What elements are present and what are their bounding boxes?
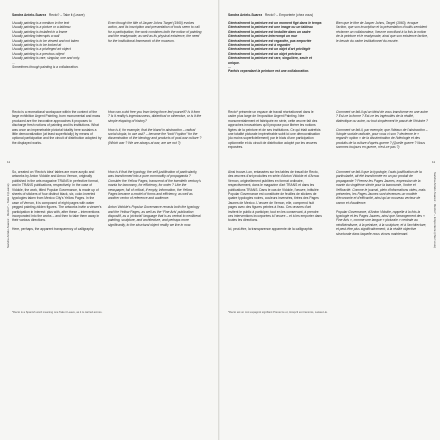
running-head-author: Sandra Antelo-Suarez: [12, 13, 47, 17]
body-paragraph: So, created on ‘Recto’s idea’ tables are more acrylic and artworks by Anton Vidokle and Arnoo Vernon, originally published in the arts magazine TRANS in perfective format, and in TRANS publications, respectively. In the case of Vidokle, the work, titled Popular Governance, is made up of sheets of stickers of four distinct black, six, color-inverted typologies taken from Mexico City's Yellow Pages. In the case of Vernon, it is composed of eight pages with water pegged painting-ridden figures. The artworks invite a viewer's participation in interest: plus with, after these – interventions incorporated into the works – and then to take them away in their various directions. Here, perhaps, the apparent transparency of calligraphy.: [12, 170, 102, 232]
body-paragraph: Ainsi trouve-t-on, entassées sur les tables de travail de Recto, des œuvres d'art produites en série d'Anton Vidokle et d'Arnoo Vernon, originellement publiées en format ordinaire, respectivement, dans le magazine d'art TRANS et dans les publications TRANS. Dans le cas de Vidokle, l'œuvre, intitulée Popular Governance est constituée de feuilles de stickers de quatre typologies noires, couleurs inversées, tirées des Pages Jaunes de Mexico. L'œuvre de Vernon, elle, comprend huit pages avec des figures peintes à l'eau. Ces œuvres d'art invitent le public à participer, tout en les conservant, à prendre ces interventions incorporées à l'œuvre – et à les emporter dans toutes les directions. Ici, peut-être, la transparence apparente de la calligraphie.: [228, 170, 322, 232]
intro-paragraph: Even though the title of Jasper Johns Target (1960) evokes action, and its inscription and presentation of tools seem to call for a participation, the work combines both the notion of painting and the readymade, as well as its physical existence, the need for the institutional framework of the museum.: [108, 21, 203, 43]
footnote: *Recto est un mot espagnol signifiant Prenez-le et, lorsqu'il est transmis, Laissez-le.: [228, 311, 328, 314]
right-page: [220, 0, 440, 440]
body-paragraph-italic: Comment se fait-il que la typologie, l'auto-justification de la particularité, ait été transformée en un pur produit de propagande ? Prenez les Pages Jaunes, expression de la manie du vingtième siècle pour la taxonomie, l'ordre et l'efficacité. Comme le journal, plein d'informations vides, mais présentes, les Pages Jaunes sont devenues un modèle d'économie et d'efficacité, ainsi qu'un nouveau vecteur de canon et d'audience. Popular Governance, d'Anton Vidokle, rappelle à la fois la typologie et les Pages Jaunes, ainsi que l'arrangement des « Fine Arts », comme une langue « picturale » centrale au néolibéralisme, à la peinture, à la sculpture, et à l'architecture, et peut-être plus significativement, à la réalité objective structurale dans laquelle nous vivons maintenant.: [336, 170, 427, 236]
running-head-title: Recto? – Take it (Leave): [48, 13, 85, 17]
body-paragraph-italic: How is it that the typology, the self-justification of particularity, was transformed into a pure commodity of propaganda ? Consider the Yellow Pages, transcend of the twentieth century's mania for taxonomy, for efficiency, for order ? Like the newspaper, full of critical, if empty, information, the Yellow Pages became a model of forms and efficiency, as well as another vector of reference and audience. Anton Vidokle's Popular Governance recasts both the typology and the Yellow Pages, as well as the ‘Fine Arts’ publication dispositif, as a ‘pictorial’ language that is as central to neoliberal painting, sculpture, and architecture, and perhaps more significantly, to the structural object reality we live in now.: [108, 170, 201, 227]
body-paragraph-italic: Comment se fait-il qu'un idéal de vous transforme en une autre ? Est-ce la forme ? Est-ce les ingénuités de la réalité, dialectique ou autre, ou tout simplement le passé de l'histoire ? Comment se fait-il, par exemple, que l'idéaux de l'abstraction – l'utopie sociale radicale, pour vous ci son ? devienne le « regard/« option » de la dissémination de l'idéologie et des produits de la culture d'aprés-guerre ? (Quelle guerre ? Nous sommes toujours en guerre, n'est-ce pas ?): [336, 110, 428, 150]
running-head: [228, 13, 428, 17]
side-running-head: Sandra Antelo-Suarez · Recto? – Emporterie (chez vous): [433, 172, 437, 248]
body-paragraph-italic: How can a dot free you from being force-fed yourself? Is it form ? Is it reality's ingeniousness, dialectical or otherwise, or is it the simple elapsing of history? How is it, for example, that the bland in abstraction – radical social utopia, to use ask? – became the “look”/“option” for the dissemination of the ideology and products of post-war culture ? (Which war ? We are always at war, are we not ?): [108, 110, 202, 145]
running-head-author: Sandra Antelo-Suarez: [228, 13, 263, 17]
page-number: 11: [432, 160, 436, 164]
body-paragraph: Recto* présente un espace de travail récréationnel dans le cadre plus large de l'exposition Argent Painting. Née monumentalement et fabriquée en série, cette œuvre fait des approches innovatrices qu'il propose pour libérer les notions figées de la peinture et de ses institutions. Ce qui était autrefois une totalité picturale impénétrable subit ici une démocratisation (du moins superficiellement) par le biais d'une participation optionnelle et du circuit de distribution adopté par les œuvres exposées.: [228, 110, 322, 150]
side-running-head: Sandra Antelo-Suarez · Recto? – Take it (Leave): [6, 183, 10, 248]
body-paragraph: Recto is a recreational workspace within the context of the large exhibition Argent Painting, born monumental and mass produced are the innovative approaches it proposes to discharge fresh notions of painting and its institutions. What was once an impenetrable pictorial totality here sustains a little democratization (at least superficially) by means of optional participation and the circuit of distribution adopted by the displayed works.: [12, 110, 103, 145]
intro-list: Généralement la peinture est un moment figé dans le temps Généralement la peinture est une image ou un tableau Généralement la peinture est installée dans un cadre Généralement la peinture interrompt un mur Généralement la peinture est regardée, pas emportée Généralement la peinture est à regarder Généralement la peinture est un objet d'art privilégié Généralement la peinture est un objet précieux Généralement la peinture est rare, singulière, seule et unique. ... Parfois cependant la peinture est une collaboration.: [228, 21, 322, 74]
footnote: *Recto is a Spanish word meaning one Take it Leave, as it is carried across.: [12, 311, 103, 314]
running-head-title: Recto? – Emporterie (chez vous): [264, 13, 314, 17]
intro-list: Usually painting is a medium in the text Usually painting is a picture or a tableau Usually painting is installed in a frame Usually painting interrupts a wall Usually painting is to be viewed and not taken Usually painting is to be looked at Usually painting is a privileged art object Usually painting is a precious object Usually painting is rare, singular, one and only. ... Sometimes though painting is a collaboration.: [12, 21, 80, 70]
running-head: [12, 13, 212, 17]
intro-paragraph: Bien que le titre de Jasper Johns, Target (1960), évoque l'action, que son inscription et la présentation d'outils semblent réclamer un collaborateur, l'œuvre conciliant à la fois la notion de la peinture et le readymade, ainsi que son existence factice, le besoin du cadre institutionnel du musée.: [336, 21, 429, 43]
page-number: 11: [7, 160, 11, 164]
left-page: [0, 0, 219, 440]
